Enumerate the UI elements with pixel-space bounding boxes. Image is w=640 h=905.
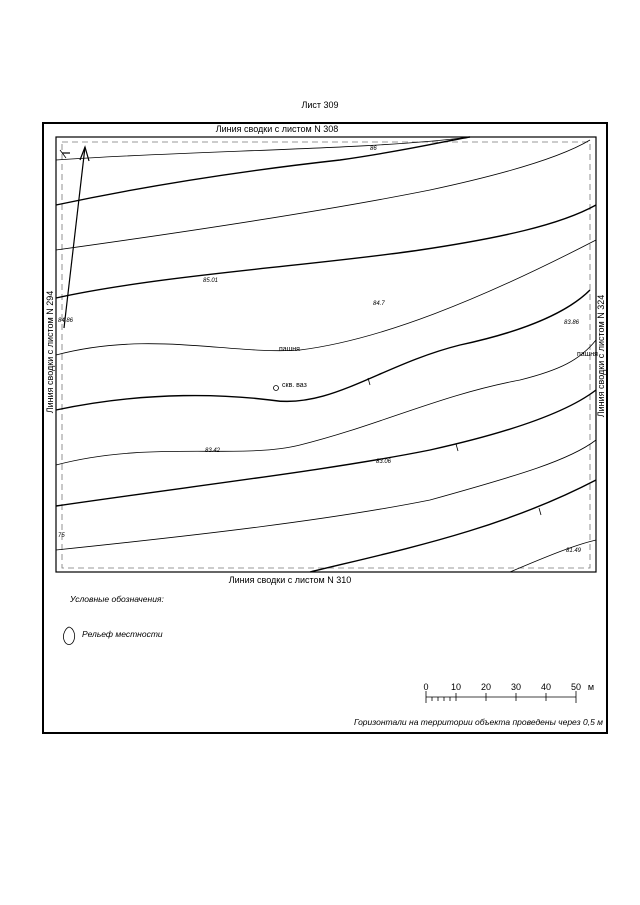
relief-icon: [63, 627, 74, 645]
border-right-label: Линия сводки с листом N 324: [596, 294, 606, 418]
sheet-title: Лист 309: [301, 100, 339, 110]
elevation-81-49: 81.49: [566, 548, 582, 554]
scale-tick-50: 50: [570, 682, 582, 692]
scale-ticks: [423, 682, 594, 692]
well-label: скв. ваз: [282, 382, 307, 389]
legend-title: Условные обозначения:: [70, 594, 164, 604]
elevation-84-7: 84.7: [373, 301, 385, 307]
well-symbol: [274, 386, 279, 391]
contour-line: [56, 390, 596, 506]
border-bottom-label: Линия сводки с листом N 310: [228, 575, 352, 585]
scale-unit: м: [587, 682, 595, 692]
legend-relief-label: Рельеф местности: [82, 629, 163, 639]
elevation-83-06: 83.06: [376, 459, 392, 465]
elevation-83-42: 83.42: [205, 448, 221, 454]
contour-line: [510, 540, 596, 572]
elevation-75: 75: [58, 533, 65, 539]
contour-line: [56, 205, 596, 298]
field-label: пашня: [279, 346, 300, 353]
dashed-boundary: [62, 142, 590, 568]
field-label-right: пашня: [577, 351, 598, 358]
contour-interval-note: Горизонтали на территории объекта проведены через 0,5 м: [353, 717, 603, 727]
elevation-83-86: 83.86: [564, 320, 580, 326]
scale-tick-30: 30: [510, 682, 522, 692]
scale-tick-20: 20: [480, 682, 492, 692]
direction-arrow: [60, 147, 89, 328]
slope-ticks: [368, 378, 541, 515]
scale-tick-40: 40: [540, 682, 552, 692]
border-top-label: Линия сводки с листом N 308: [215, 124, 339, 134]
border-left-label: Линия сводки с листом N 294: [45, 290, 55, 414]
scale-tick-10: 10: [450, 682, 462, 692]
elevation-84-86: 84.86: [58, 318, 74, 324]
contour-line: [56, 340, 596, 465]
contour-line: [56, 240, 596, 355]
map-frame: [56, 137, 596, 572]
contour-lines: [56, 137, 596, 572]
elevation-85-01: 85.01: [203, 278, 219, 284]
scale-tick-0: 0: [423, 682, 429, 692]
contour-line: [56, 137, 470, 205]
scale-bar: [426, 691, 576, 703]
elevation-86: 86: [370, 146, 377, 152]
outer-frame: [43, 123, 607, 733]
contour-line: [56, 290, 590, 410]
